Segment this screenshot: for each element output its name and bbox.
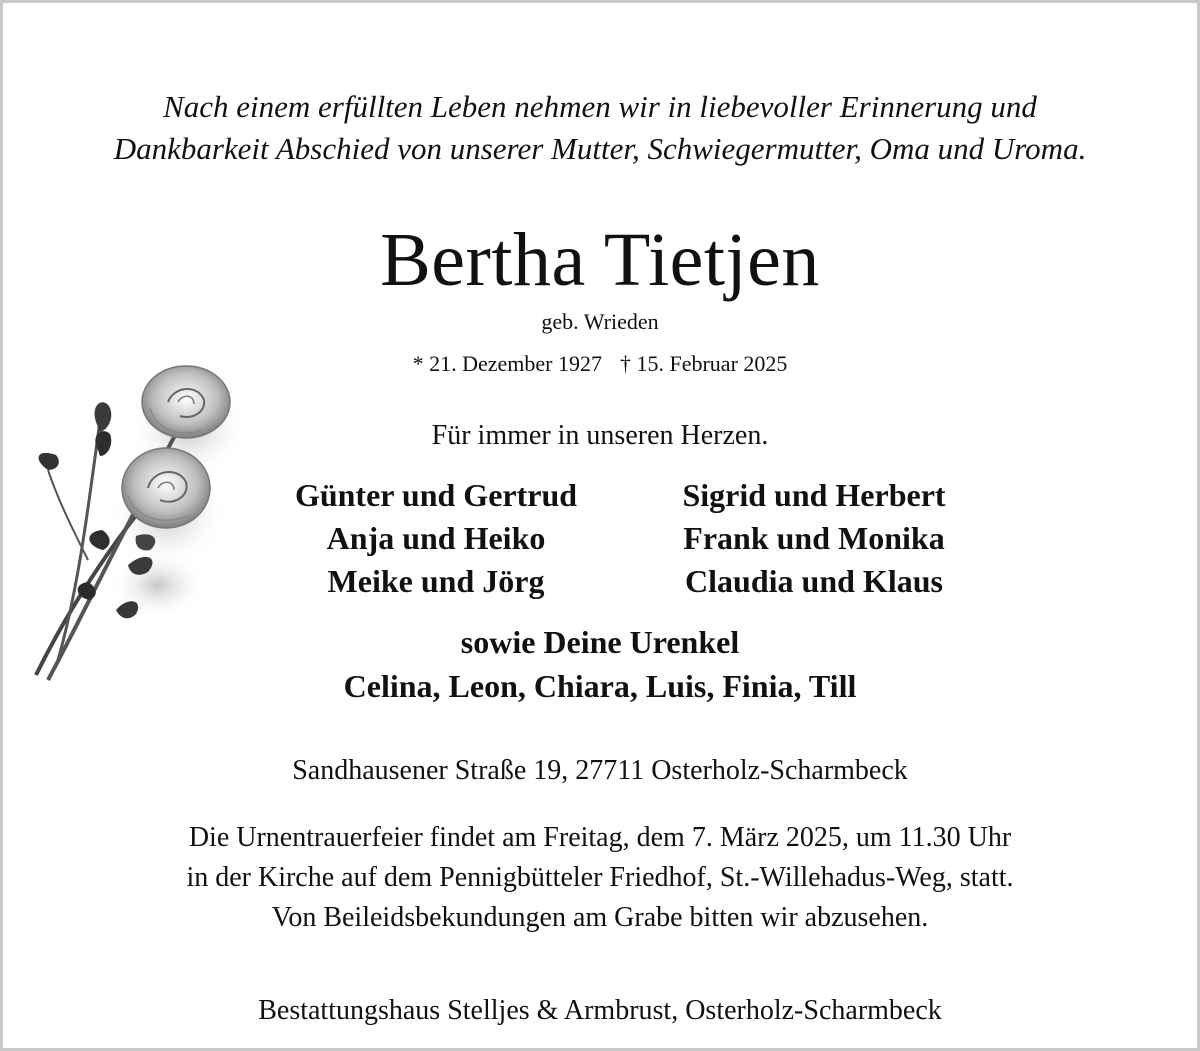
great-grandchildren-names: Celina, Leon, Chiara, Luis, Finia, Till [343,668,857,704]
undertaker: Bestattungshaus Stelljes & Armbrust, Osterholz-Scharmbeck [258,995,942,1026]
mourner-entry: Meike und Jörg [327,563,545,599]
mourners-left [236,474,636,603]
service-line-2: in der Kirche auf dem Pennigbütteler Friedhof, St.-Willehadus-Weg, statt. [186,862,1014,893]
deceased-name: Bertha Tietjen [380,218,820,302]
service-line-3: Von Beileidsbekundungen am Grabe bitten wir abzusehen. [271,902,929,933]
mourner-entry: Günter und Gertrud [294,477,578,513]
great-grandchildren-heading: sowie Deine Urenkel [460,624,740,660]
intro-line-1: Nach einem erfüllten Leben nehmen wir in liebevoller Erinnerung und [163,89,1037,124]
intro-line-2: Dankbarkeit Abschied von unserer Mutter, Schwiegermutter, Oma und Uroma. [113,131,1087,166]
mourner-entry: Claudia und Klaus [685,563,943,599]
service-line-1: Die Urnentrauerfeier findet am Freitag, dem 7. März 2025, um 11.30 Uhr [188,822,1012,853]
motto: Für immer in unseren Herzen. [431,420,769,451]
birth-date: * 21. Dezember 1927 [412,351,602,376]
intro-text [0,86,1200,170]
mourners-right [614,474,1014,603]
birth-name: geb. Wrieden [541,309,659,334]
great-grandchildren [0,620,1200,708]
mourner-entry: Anja und Heiko [326,520,546,556]
address: Sandhausener Straße 19, 27711 Osterholz-Scharmbeck [292,755,908,786]
mourner-entry: Sigrid und Herbert [682,477,946,513]
death-date: † 15. Februar 2025 [619,351,788,376]
service-info [0,818,1200,938]
mourner-entry: Frank und Monika [683,520,945,556]
